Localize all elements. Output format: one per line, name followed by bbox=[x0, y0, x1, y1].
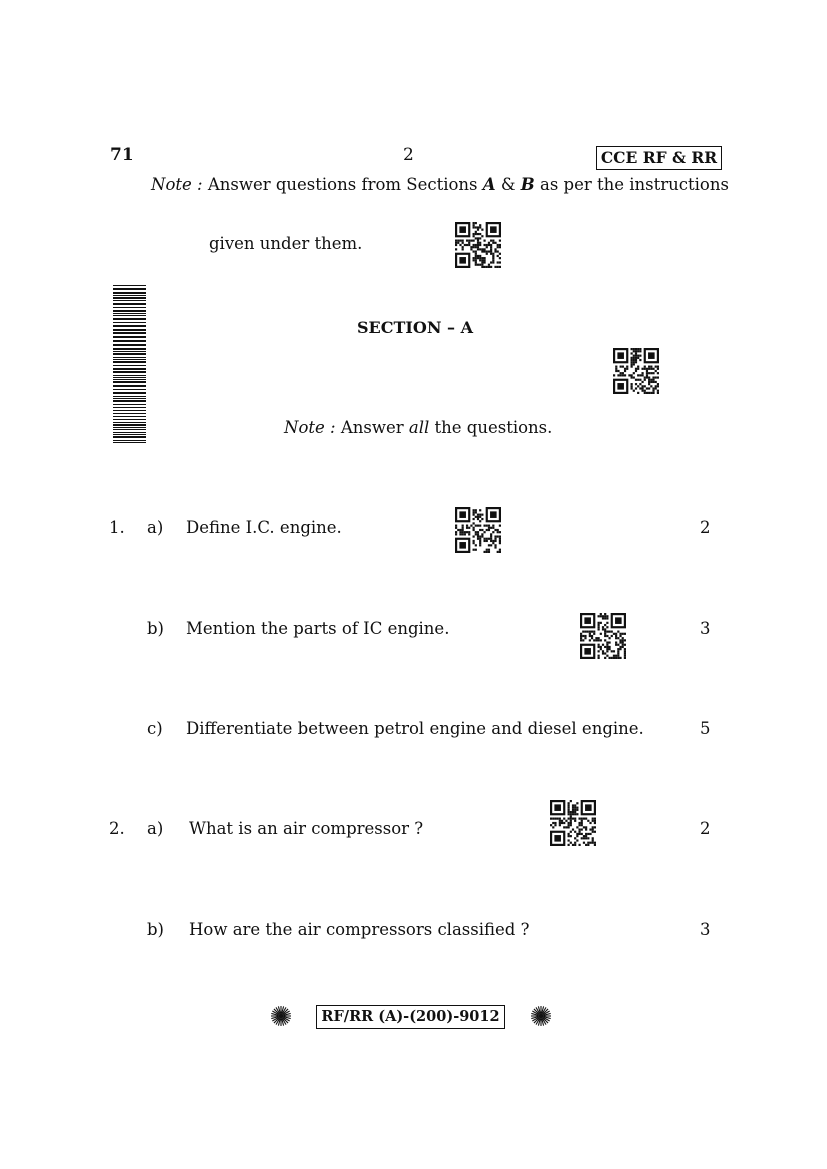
section-note-after: the questions. bbox=[429, 418, 553, 437]
question-text: Define I.C. engine. bbox=[186, 518, 342, 537]
question-marks: 3 bbox=[700, 619, 711, 638]
note-text-after: as per the instructions bbox=[534, 175, 729, 194]
question-text: How are the air compressors classified ? bbox=[189, 920, 530, 939]
question-marks: 2 bbox=[700, 518, 711, 537]
section-b-ref: B bbox=[520, 175, 535, 194]
intro-note-line1 bbox=[151, 175, 729, 194]
qr-code-icon bbox=[613, 348, 659, 394]
question-text: Differentiate between petrol engine and diesel engine. bbox=[186, 719, 644, 738]
intro-note-line2: given under them. bbox=[209, 234, 363, 253]
question-number: 1. bbox=[109, 518, 125, 537]
section-note-before: Answer bbox=[335, 418, 409, 437]
question-part: b) bbox=[147, 619, 164, 638]
section-note-emph: all bbox=[408, 418, 430, 437]
question-marks: 3 bbox=[700, 920, 711, 939]
question-text: Mention the parts of IC engine. bbox=[186, 619, 450, 638]
question-part: c) bbox=[147, 719, 163, 738]
question-part: a) bbox=[147, 518, 164, 537]
question-text: What is an air compressor ? bbox=[189, 819, 424, 838]
section-note bbox=[284, 418, 552, 437]
star-burst-icon bbox=[530, 1005, 552, 1027]
note-amp: & bbox=[495, 175, 521, 194]
sheet-number: 2 bbox=[403, 145, 414, 165]
footer-code-box: RF/RR (A)-(200)-9012 bbox=[316, 1005, 505, 1029]
page-number: 71 bbox=[110, 145, 134, 165]
question-marks: 5 bbox=[700, 719, 711, 738]
qr-code-icon bbox=[550, 800, 596, 846]
question-part: a) bbox=[147, 819, 164, 838]
note-text-before: Answer questions from Sections bbox=[207, 175, 483, 194]
section-note-label: Note : bbox=[284, 418, 336, 437]
qr-code-icon bbox=[455, 222, 501, 268]
star-burst-icon bbox=[270, 1005, 292, 1027]
section-a-ref: A bbox=[482, 175, 496, 194]
paper-code-box: CCE RF & RR bbox=[596, 146, 722, 170]
qr-code-icon bbox=[580, 613, 626, 659]
barcode-icon bbox=[113, 285, 146, 443]
question-marks: 2 bbox=[700, 819, 711, 838]
note-label: Note : bbox=[151, 175, 203, 194]
section-title: SECTION – A bbox=[357, 318, 473, 337]
qr-code-icon bbox=[455, 507, 501, 553]
question-part: b) bbox=[147, 920, 164, 939]
question-number: 2. bbox=[109, 819, 125, 838]
